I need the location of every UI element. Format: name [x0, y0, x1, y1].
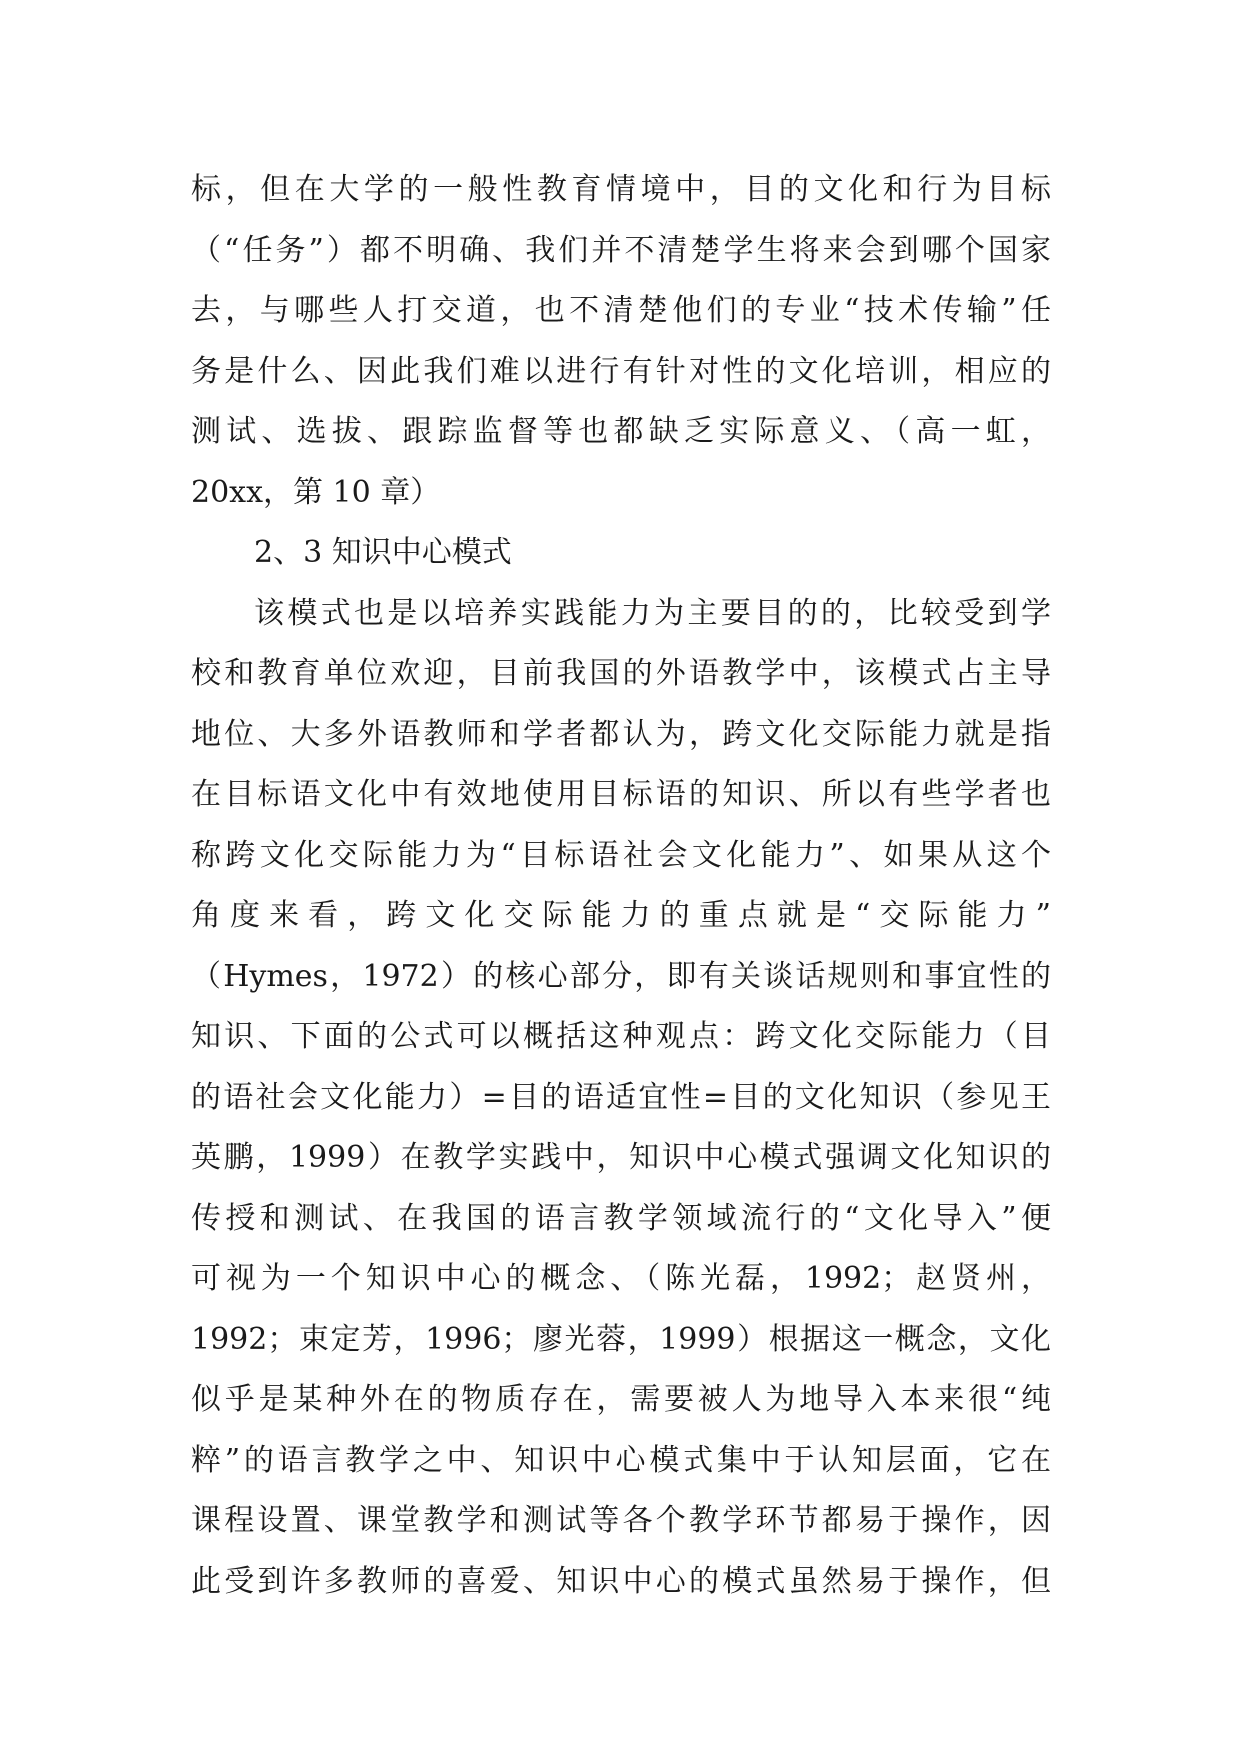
- text-line: 测试、选拔、跟踪监督等也都缺乏实际意义、（高一虹，: [191, 414, 1051, 449]
- text-line: 1992；束定芳，1996；廖光蓉，1999）根据这一概念，文化: [191, 1321, 1051, 1357]
- text-line: 务是什么、因此我们难以进行有针对性的文化培训，相应的: [191, 353, 1051, 389]
- section-heading: 2、3 知识中心模式: [254, 535, 512, 570]
- text-line: 标，但在大学的一般性教育情境中，目的文化和行为目标: [191, 172, 1051, 207]
- text-line: 英鹏，1999）在教学实践中，知识中心模式强调文化知识的: [191, 1140, 1051, 1175]
- text-line: 称跨文化交际能力为“目标语社会文化能力”、如果从这个: [191, 837, 1051, 873]
- text-line: 角度来看，跨文化交际能力的重点就是“交际能力”: [191, 898, 1051, 933]
- text-line: 粹”的语言教学之中、知识中心模式集中于认知层面，它在: [191, 1442, 1051, 1478]
- text-line: （“任务”）都不明确、我们并不清楚学生将来会到哪个国家: [191, 232, 1051, 268]
- text-line: 可视为一个知识中心的概念、（陈光磊，1992；赵贤州，: [191, 1261, 1051, 1296]
- text-line: 传授和测试、在我国的语言教学领域流行的“文化导入”便: [191, 1200, 1051, 1236]
- text-line: 课程设置、课堂教学和测试等各个教学环节都易于操作，因: [191, 1503, 1051, 1538]
- text-line: 在目标语文化中有效地使用目标语的知识、所以有些学者也: [191, 777, 1051, 812]
- text-line: 该模式也是以培养实践能力为主要目的的，比较受到学: [254, 595, 1051, 631]
- text-line: 20xx，第 10 章）: [191, 474, 441, 510]
- text-line: 去，与哪些人打交道，也不清楚他们的专业“技术传输”任: [191, 293, 1051, 328]
- text-line: 地位、大多外语教师和学者都认为，跨文化交际能力就是指: [191, 716, 1051, 752]
- body-text: [191, 160, 1051, 1612]
- text-line: 的语社会文化能力）=目的语适宜性=目的文化知识（参见王: [191, 1079, 1051, 1115]
- text-line: 知识、下面的公式可以概括这种观点：跨文化交际能力（目: [191, 1019, 1051, 1054]
- text-line: 似乎是某种外在的物质存在，需要被人为地导入本来很“纯: [191, 1382, 1051, 1417]
- text-line: 校和教育单位欢迎，目前我国的外语教学中，该模式占主导: [191, 656, 1051, 691]
- text-line: （Hymes，1972）的核心部分，即有关谈话规则和事宜性的: [191, 958, 1051, 994]
- text-line: 此受到许多教师的喜爱、知识中心的模式虽然易于操作，但: [191, 1563, 1051, 1599]
